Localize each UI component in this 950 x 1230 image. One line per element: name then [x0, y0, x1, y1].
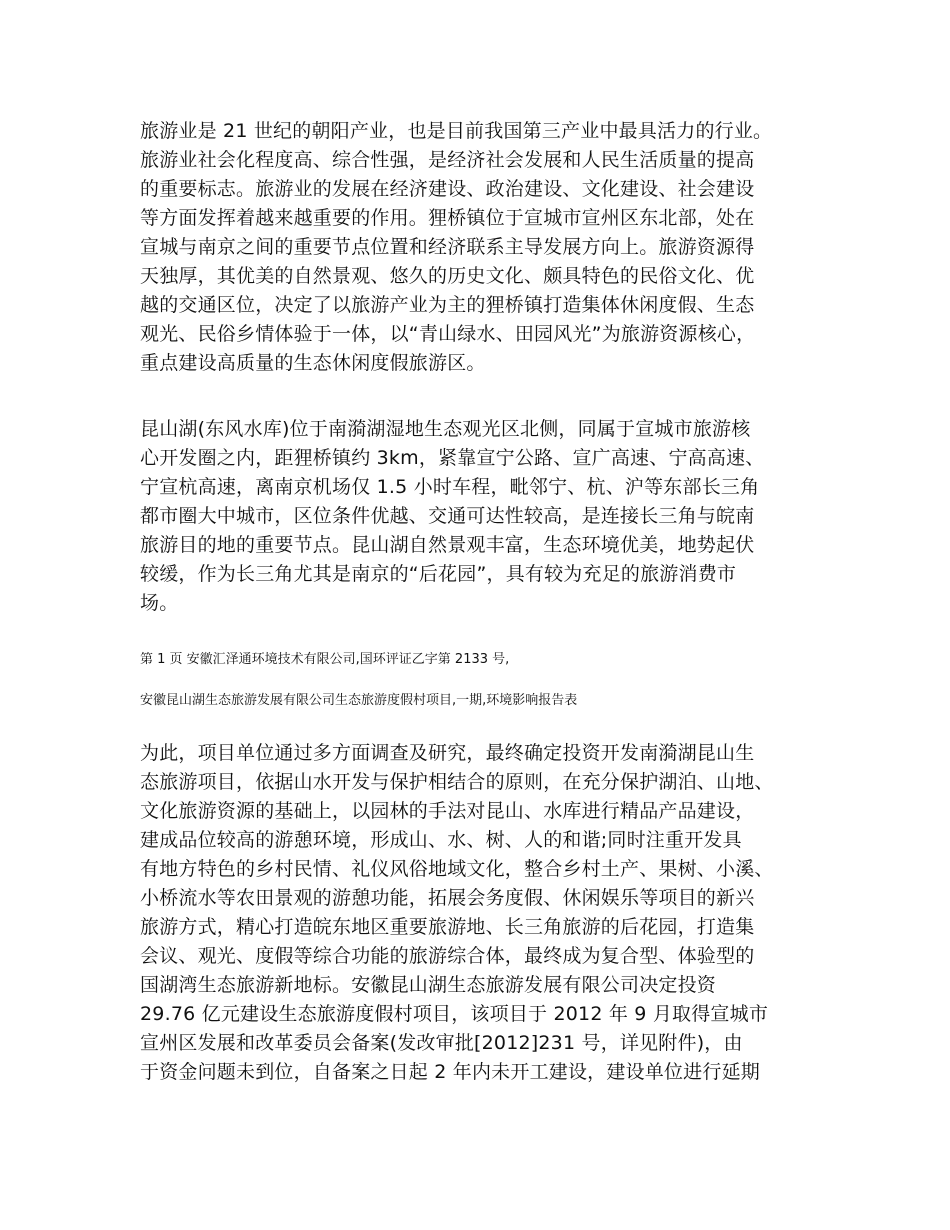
text-line: 心开发圈之内，距狸桥镇约 3km，紧靠宣宁公路、宣广高速、宁高高速、: [140, 447, 765, 469]
text-line: 观光、民俗乡情体验于一体，以“青山绿水、田园风光”为旅游资源核心，: [140, 323, 756, 345]
paragraph-project: [140, 739, 840, 1087]
text-line: 小桥流水等农田景观的游憩功能，拓展会务度假、休闲娱乐等项目的新兴: [140, 887, 755, 909]
text-line: 重点建设高质量的生态休闲度假旅游区。: [140, 352, 486, 374]
text-line: 宁宣杭高速，离南京机场仅 1.5 小时车程，毗邻宁、杭、沪等东部长三角: [140, 476, 760, 498]
text-line: 天独厚，其优美的自然景观、悠久的历史文化、颇具特色的民俗文化、优: [140, 265, 755, 287]
text-line: 为此，项目单位通过多方面调查及研究，最终确定投资开发南漪湖昆山生: [140, 742, 755, 764]
text-line: 有地方特色的乡村民情、礼仪风俗地域文化，整合乡村土产、果树、小溪、: [140, 858, 774, 880]
text-line: 场。: [140, 592, 179, 614]
page-footer-info: 第 1 页 安徽汇泽通环境技术有限公司,国环评证乙字第 2133 号,: [140, 652, 510, 667]
text-line: 态旅游项目，依据山水开发与保护相结合的原则，在充分保护湖泊、山地、: [140, 771, 774, 793]
text-line: 较缓，作为长三角尤其是南京的“后花园”，具有较为充足的旅游消费市: [140, 563, 737, 585]
text-line: 都市圈大中城市，区位条件优越、交通可达性较高，是连接长三角与皖南: [140, 505, 755, 527]
text-line: 会议、观光、度假等综合功能的旅游综合体，最终成为复合型、体验型的: [140, 945, 755, 967]
text-line: 旅游业是 21 世纪的朝阳产业，也是目前我国第三产业中最具活力的行业。: [140, 120, 773, 142]
text-line: 29.76 亿元建设生态旅游度假村项目，该项目于 2012 年 9 月取得宣城市: [140, 1003, 769, 1025]
text-line: 于资金问题未到位，自备案之日起 2 年内未开工建设，建设单位进行延期: [140, 1061, 760, 1083]
text-line: 等方面发挥着越来越重要的作用。狸桥镇位于宣城市宣州区东北部，处在: [140, 207, 755, 229]
text-line: 旅游业社会化程度高、综合性强，是经济社会发展和人民生活质量的提高: [140, 149, 755, 171]
text-line: 昆山湖(东风水库)位于南漪湖湿地生态观光区北侧，同属于宣城市旅游核: [140, 418, 751, 440]
page-footer-title: 安徽昆山湖生态旅游发展有限公司生态旅游度假村项目,一期,环境影响报告表: [140, 693, 578, 708]
text-line: 文化旅游资源的基础上，以园林的手法对昆山、水库进行精品产品建设，: [140, 800, 755, 822]
text-line: 建成品位较高的游憩环境，形成山、水、树、人的和谐;同时注重开发具: [140, 829, 742, 851]
paragraph-location: [140, 415, 840, 618]
text-line: 宣州区发展和改革委员会备案(发改审批[2012]231 号，详见附件)，由: [140, 1032, 743, 1054]
text-line: 国湖湾生态旅游新地标。安徽昆山湖生态旅游发展有限公司决定投资: [140, 974, 717, 996]
text-line: 越的交通区位，决定了以旅游产业为主的狸桥镇打造集体休闲度假、生态: [140, 294, 755, 316]
text-line: 旅游方式，精心打造皖东地区重要旅游地、长三角旅游的后花园，打造集: [140, 916, 755, 938]
text-line: 宣城与南京之间的重要节点位置和经济联系主导发展方向上。旅游资源得: [140, 236, 755, 258]
text-line: 旅游目的地的重要节点。昆山湖自然景观丰富，生态环境优美，地势起伏: [140, 534, 755, 556]
paragraph-intro: [140, 117, 840, 378]
text-line: 的重要标志。旅游业的发展在经济建设、政治建设、文化建设、社会建设: [140, 178, 755, 200]
